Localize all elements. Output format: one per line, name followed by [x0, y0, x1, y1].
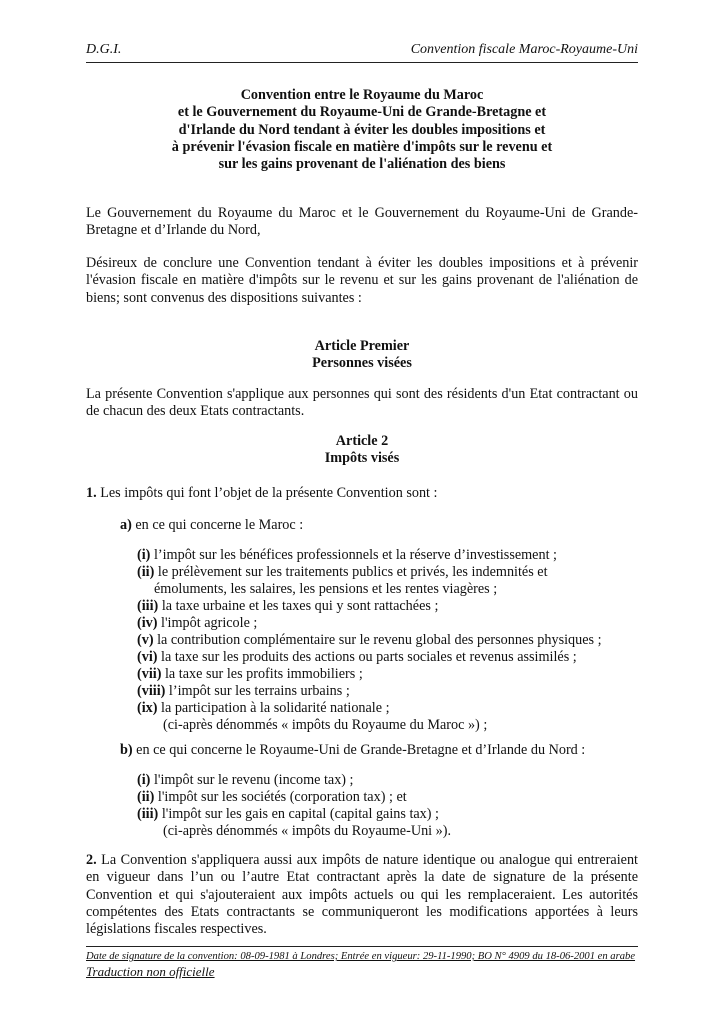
article-1-text: La présente Convention s'applique aux personnes qui sont des résidents d'un Etat contractant ou de chacun des deux Etats contractants.: [86, 386, 638, 420]
list-item: [137, 683, 638, 700]
article-2-paragraph-1: [86, 485, 638, 502]
list-item: [137, 564, 638, 581]
paragraph-text: Les impôts qui font l’objet de la présente Convention sont :: [96, 485, 438, 501]
preamble-paragraph-2: Désireux de conclure une Convention tendant à éviter les doubles impositions et à prévenir l'évasion fiscale en matière d'impôts sur le revenu et sur les gains provenant de l'aliénation de biens; sont convenus des dispositions suivantes :: [86, 255, 638, 306]
item-number: (i): [137, 772, 151, 788]
section-a-list: [137, 547, 638, 734]
footer-translation-note: Traduction non officielle: [86, 964, 215, 979]
section-label: b): [120, 742, 133, 758]
article-2-title: Article 2: [335, 433, 389, 449]
item-text: l'impôt sur les sociétés (corporation tax) ; et: [154, 789, 407, 805]
item-number: (iii): [137, 806, 159, 822]
header-right: Convention fiscale Maroc-Royaume-Uni: [410, 42, 638, 57]
item-text: la taxe sur les produits des actions ou parts sociales et revenus assimilés ;: [157, 649, 577, 665]
item-text: la participation à la solidarité nationale ;: [157, 700, 390, 716]
paragraph-number: 2.: [86, 852, 97, 868]
list-item: [137, 700, 638, 717]
list-item: [137, 632, 638, 649]
list-item: [137, 649, 638, 666]
paragraph-text: La Convention s'appliquera aussi aux impôts de nature identique ou analogue qui entreraient en vigueur dans l’un ou l’autre Etat contractant après la date de signature de la présente Convention et qui s'ajouteraient aux impôts actuels ou qui les remplaceraient. Les autorités compétentes des Etats contractants se communiqueront les modifications apportées à leurs législations fiscales respectives.: [86, 852, 638, 938]
title-line: et le Gouvernement du Royaume-Uni de Grande-Bretagne et: [177, 104, 547, 121]
footer-rule: [86, 946, 638, 947]
item-number: (vi): [137, 649, 158, 665]
item-text: l’impôt sur les terrains urbains ;: [165, 683, 350, 699]
list-item: [137, 772, 638, 789]
article-2-heading: [86, 433, 638, 468]
title-line: Convention entre le Royaume du Maroc: [240, 87, 484, 103]
section-b-list: [137, 772, 638, 840]
list-item: [137, 789, 638, 806]
list-item: [137, 666, 638, 683]
article-1-title: Article Premier: [314, 338, 410, 354]
item-text: l'impôt sur le revenu (income tax) ;: [150, 772, 354, 788]
section-a-intro: [120, 517, 638, 534]
item-text: émoluments, les salaires, les pensions et les rentes viagères ;: [154, 581, 498, 597]
header-left: D.G.I.: [86, 42, 122, 57]
item-number: (ii): [137, 564, 155, 580]
item-number: (ix): [137, 700, 158, 716]
article-2-subtitle: Impôts visés: [324, 450, 400, 467]
section-b-intro: [120, 742, 638, 759]
item-text: le prélèvement sur les traitements publics et privés, les indemnités et: [154, 564, 548, 580]
item-text: la taxe sur les profits immobiliers ;: [161, 666, 363, 682]
item-number: (iii): [137, 598, 159, 614]
title-line: à prévenir l'évasion fiscale en matière d'impôts sur le revenu et: [171, 138, 553, 155]
article-1-subtitle: Personnes visées: [312, 355, 412, 372]
paragraph-number: 1.: [86, 485, 97, 501]
document-title: [86, 87, 638, 173]
title-line: d'Irlande du Nord tendant à éviter les doubles impositions et: [178, 121, 546, 138]
item-number: (iv): [137, 615, 158, 631]
section-label: a): [120, 517, 132, 533]
item-text: l'impôt agricole ;: [157, 615, 258, 631]
section-a-closing: (ci-après dénommés « impôts du Royaume du Maroc ») ;: [163, 717, 488, 733]
item-number: (vii): [137, 666, 162, 682]
section-b-closing: (ci-après dénommés « impôts du Royaume-Uni »).: [163, 823, 452, 839]
item-number: (i): [137, 547, 151, 563]
list-item: [137, 547, 638, 564]
list-item: [137, 806, 638, 823]
item-number: (viii): [137, 683, 166, 699]
list-item: [137, 615, 638, 632]
item-text: l'impôt sur les gais en capital (capital gains tax) ;: [158, 806, 439, 822]
list-item-continuation: [137, 581, 638, 598]
item-text: la taxe urbaine et les taxes qui y sont rattachées ;: [158, 598, 439, 614]
title-line: sur les gains provenant de l'aliénation des biens: [218, 156, 506, 173]
item-text: l’impôt sur les bénéfices professionnels et la réserve d’investissement ;: [150, 547, 558, 563]
item-number: (ii): [137, 789, 155, 805]
preamble-paragraph-1: Le Gouvernement du Royaume du Maroc et le Gouvernement du Royaume-Uni de Grande-Bretagne et d’Irlande du Nord,: [86, 205, 638, 239]
item-number: (v): [137, 632, 154, 648]
list-item: [137, 598, 638, 615]
header-rule: [86, 62, 638, 63]
section-text: en ce qui concerne le Maroc :: [131, 517, 304, 533]
article-1-heading: [86, 338, 638, 373]
footer-signature-info: Date de signature de la convention: 08-09-1981 à Londres; Entrée en vigueur: 29-11-1990; BO N° 4909 du 18-06-2001 en arabe: [86, 951, 636, 962]
article-2-paragraph-2: [86, 852, 638, 938]
section-text: en ce qui concerne le Royaume-Uni de Grande-Bretagne et d’Irlande du Nord :: [132, 742, 586, 758]
item-text: la contribution complémentaire sur le revenu global des personnes physiques ;: [153, 632, 602, 648]
